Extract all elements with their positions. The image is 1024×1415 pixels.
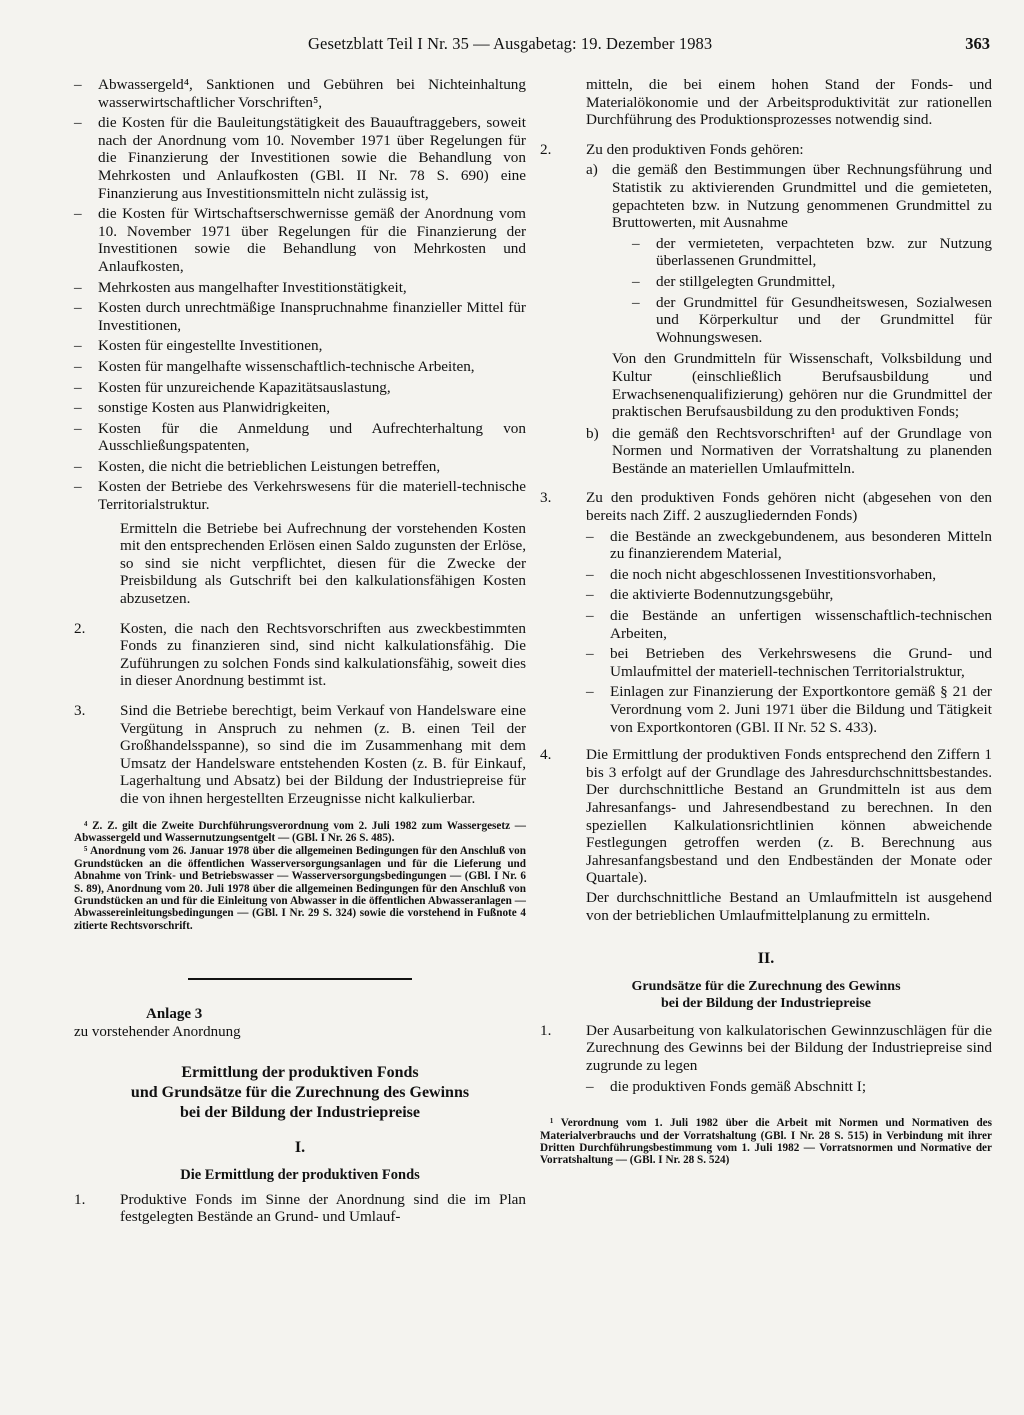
section-title-line: bei der Bildung der Industriepreise: [660, 995, 872, 1011]
item-number: 3.: [540, 489, 552, 507]
section-title: [540, 978, 992, 1012]
list-item: – Kosten der Betriebe des Verkehrswesens für die materiell-technische Territorialstruktur.: [74, 478, 526, 513]
header-title: Gesetzblatt Teil I Nr. 35 — Ausgabetag: 19. Dezember 1983: [308, 34, 713, 53]
list-item: – Kosten für mangelhafte wissenschaftlich-technische Arbeiten,: [74, 358, 526, 376]
section-number: II.: [757, 950, 775, 968]
list-item: – die produktiven Fonds gemäß Abschnitt I;: [586, 1078, 992, 1096]
footnotes: [74, 820, 526, 933]
numbered-item-3: [74, 702, 526, 808]
dash-list: [612, 235, 992, 347]
item-number: 1.: [74, 1190, 86, 1208]
list-item: – Kosten, die nicht die betrieblichen Leistungen betreffen,: [74, 458, 526, 476]
item-text: Der Ausarbeitung von kalkulatorischen Gewinnzuschlägen für die Zurechnung des Gewinns bei der Bildung der Industriepreise sind zugrunde zu legen: [586, 1021, 992, 1074]
anlage-subtitle: zu vorstehender Anordnung: [74, 1023, 241, 1040]
list-item: – Abwassergeld⁴, Sanktionen und Gebühren bei Nichteinhaltung wasserwirtschaftlicher Vorschriften⁵,: [74, 76, 526, 111]
item-text: Zu den produktiven Fonds gehören nicht (abgesehen von den bereits nach Ziff. 2 auszugliedernden Fonds): [586, 489, 992, 525]
item-number: 3.: [74, 702, 86, 719]
item-text: Produktive Fonds im Sinne der Anordnung sind die im Plan festgelegten Bestände an Grund- und Umlauf-: [120, 1190, 526, 1226]
list-item: – Einlagen zur Finanzierung der Exportkontore gemäß § 21 der Verordnung vom 2. Juni 1971 über die Bildung und Tätigkeit von Exportkontoren (GBl. II Nr. 52 S. 433).: [586, 683, 992, 736]
anlage-title: Anlage 3: [146, 1006, 203, 1023]
page-number: 363: [965, 34, 990, 53]
paragraph-grundmittel: Von den Grundmitteln für Wissenschaft, Volksbildung und Kultur (einschließlich Berufsausbildung und Erwachsenenqualifizierung) gehören nur die Grundmittel der praktischen Berufsausbildung zu den produktiven Fonds;: [612, 350, 992, 421]
numbered-item-1: [74, 1191, 526, 1226]
list-item: – die Bestände an unfertigen wissenschaftlich-technischen Arbeiten,: [586, 607, 992, 642]
item-text: Die Ermittlung der produktiven Fonds entsprechend den Ziffern 1 bis 3 erfolgt auf der Grundlage des Jahresdurchschnittsbestandes. Der durchschnittliche Bestand an Grundmitteln ist aus dem Jahresanfangs- und Jahresendbestand zu berechnen. In den speziellen Kalkulationsrichtlinien können abweichende Festlegungen getroffen werden (z. B. Berechnung aus Jahresanfangsbestand und den Endbeständen der Monate oder Quartale).: [586, 746, 992, 887]
paragraph-umlaufmittel: Der durchschnittliche Bestand an Umlaufmitteln ist ausgehend von der betrieblichen Umlaufmittelplanung zu ermitteln.: [586, 888, 992, 924]
list-item: – die aktivierte Bodennutzungsgebühr,: [586, 586, 992, 604]
left-column: [74, 76, 526, 1226]
footnote-1: ¹ Verordnung vom 1. Juli 1982 über die Arbeit mit Normen und Normativen des Materialverbrauchs und der Vorratshaltung (GBl. I Nr. 28 S. 515) in Verbindung mit ihrer Dritten Durchführungsbestimmung vom 1. Juli 1982 — Vorratsnormen und Normative der Vorratshaltung — (GBl. I Nr. 28 S. 524): [540, 1117, 992, 1167]
section-divider: [188, 978, 412, 980]
item-number: 2.: [74, 619, 86, 637]
item-text: die gemäß den Rechtsvorschriften¹ auf der Grundlage von Normen und Normativen der Vorratshaltung zu planenden Bestände an materiellen Umlaufmitteln.: [612, 424, 992, 477]
list-item: – bei Betrieben des Verkehrswesens die Grund- und Umlaufmittel der materiell-technischen Territorialstruktur,: [586, 645, 992, 680]
item-text: Sind die Betriebe berechtigt, beim Verkauf von Handelsware eine Vergütung in Anspruch zu nehmen (z. B. einen Teil der Großhandelsspanne), so sind die im Zusammenhang mit dem Umsatz der Handelsware entstehenden Kosten (z. B. für Einkauf, Lagerhaltung und Absatz) bei der Bildung der Industriepreise für die von ihnen hergestellten Erzeugnisse nicht kalkulierbar.: [120, 702, 526, 807]
section-title-line: Grundsätze für die Zurechnung des Gewinns: [631, 978, 901, 994]
item-letter: b): [586, 424, 599, 442]
main-heading-line: Ermittlung der produktiven Fonds: [181, 1064, 419, 1082]
item-number: 4.: [540, 746, 552, 764]
footnote-4: ⁴ Z. Z. gilt die Zweite Durchführungsverordnung vom 2. Juli 1982 zum Wassergesetz — Abwassergeld und Wassernutzungsentgelt — (GBl. I Nr. 26 S. 485).: [74, 819, 526, 844]
list-item: – Kosten durch unrechtmäßige Inanspruchnahme finanzieller Mittel für Investitionen,: [74, 299, 526, 334]
numbered-item-4: [540, 746, 992, 924]
item-number: 1.: [540, 1021, 552, 1039]
page-header: [308, 34, 990, 58]
item-text: Zu den produktiven Fonds gehören:: [586, 140, 804, 158]
list-item: – die Bestände an zweckgebundenem, aus besonderen Mitteln zu finanzierendem Material,: [586, 528, 992, 563]
dash-list: [586, 528, 992, 737]
list-item: – Kosten für eingestellte Investitionen,: [74, 337, 526, 355]
main-heading-line: und Grundsätze für die Zurechnung des Gewinns: [130, 1084, 470, 1102]
item-text: Kosten, die nach den Rechtsvorschriften aus zweckbestimmten Fonds zu finanzieren sind, sind nicht kalkulationsfähig. Die Zuführungen zu solchen Fonds sind kalkulationsfähig, soweit dies in dieser Anordnung bestimmt ist.: [120, 619, 526, 690]
list-item: – der stillgelegten Grundmittel,: [632, 273, 992, 291]
numbered-item-1: [540, 1022, 992, 1095]
letter-item-a: [586, 161, 992, 420]
list-item: – die Kosten für Wirtschaftserschwernisse gemäß der Anordnung vom 10. November 1971 über Regelungen für die Finanzierung der Investitionen sowie die Behandlung von Mehrkosten und Anlaufkosten,: [74, 205, 526, 275]
main-heading-line: bei der Bildung der Industriepreise: [179, 1104, 421, 1122]
section-number: I.: [294, 1139, 306, 1157]
list-item: – Kosten für die Anmeldung und Aufrechterhaltung von Ausschließungspatenten,: [74, 420, 526, 455]
paragraph-ermitteln: Ermitteln die Betriebe bei Aufrechnung der vorstehenden Kosten mit den entsprechenden Erlösen einen Saldo zugunsten der Erlöse, so sind sie nicht verpflichtet, diesen für die Zwecke der Preisbildung als Gutschrift bei den kalkulationsfähigen Kosten abzusetzen.: [120, 519, 526, 608]
list-item: – Mehrkosten aus mangelhafter Investitionstätigkeit,: [74, 279, 526, 297]
footnote-5: ⁵ Anordnung vom 26. Januar 1978 über die allgemeinen Bedingungen für den Anschluß von Grundstücken an die öffentlichen Wasserversorgungsanlagen und für die Lieferung und Abnahme von Trink- und Betriebswasser — Wasserversorgungsbedingungen — (GBl. I Nr. 6 S. 89), Anordnung vom 20. Juli 1978 über die allgemeinen Bedingungen für den Anschluß von Grundstücken an und für die Einleitung von Abwasser in die öffentlichen Abwasseranlagen — Abwassereinleitungsbedingungen — (GBl. I Nr. 29 S. 324) sowie die vorstehend in Fußnote 4 zitierte Rechtsvorschrift.: [74, 845, 526, 932]
list-item: – die noch nicht abgeschlossenen Investitionsvorhaben,: [586, 566, 992, 584]
item-text: die gemäß den Bestimmungen über Rechnungsführung und Statistik zu aktivierenden Grundmittel und die gemieteten, gepachteten bzw. in Nutzung genommenen Grundmittel zu Bruttowerten, mit Ausnahme: [612, 161, 992, 232]
main-heading: [74, 1063, 526, 1123]
section-title: Die Ermittlung der produktiven Fonds: [180, 1167, 420, 1183]
numbered-item-2: [74, 620, 526, 690]
list-item: – der vermieteten, verpachteten bzw. zur Nutzung überlassenen Grundmittel,: [632, 235, 992, 270]
anlage-block: [74, 1006, 526, 1041]
paragraph-continuation: mitteln, die bei einem hohen Stand der Fonds- und Materialökonomie und der Arbeitsproduktivität zur rationellen Durchführung des Produktionsprozesses notwendig sind.: [586, 76, 992, 129]
list-item: – Kosten für unzureichende Kapazitätsauslastung,: [74, 379, 526, 397]
letter-item-b: [586, 425, 992, 478]
list-item: – sonstige Kosten aus Planwidrigkeiten,: [74, 399, 526, 417]
right-column: [540, 76, 992, 1168]
numbered-item-3: [540, 489, 992, 736]
numbered-item-2: [540, 141, 992, 478]
item-number: 2.: [540, 140, 552, 158]
item-letter: a): [586, 161, 598, 179]
list-item: – der Grundmittel für Gesundheitswesen, Sozialwesen und Körperkultur und der Grundmittel für Wohnungswesen.: [632, 294, 992, 347]
footnotes: [540, 1117, 992, 1167]
dash-list: [74, 76, 526, 514]
list-item: – die Kosten für die Bauleitungstätigkeit des Bauauftraggebers, soweit nach der Anordnung vom 10. November 1971 über Regelungen für die Finanzierung der Investitionen sowie die Behandlung von Mehrkosten und Anlaufkosten (GBl. II Nr. 78 S. 690) eine Finanzierung aus Investitionsmitteln nicht zulässig ist,: [74, 114, 526, 202]
